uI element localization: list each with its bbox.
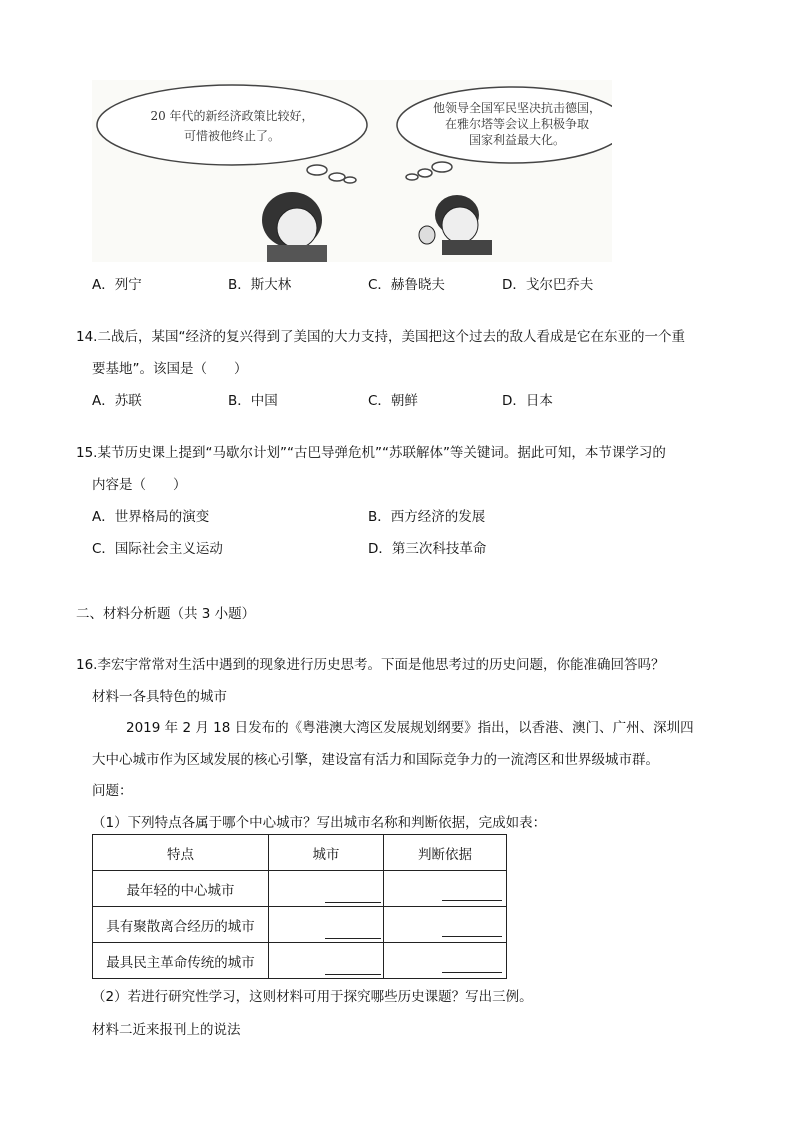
material1-para-line1: 2019 年 2 月 18 日发布的《粤港澳大湾区发展规划纲要》指出，以香港、澳门、广州、深圳四 bbox=[126, 720, 694, 736]
table-row bbox=[93, 943, 507, 979]
question-label: 问题： bbox=[92, 783, 133, 799]
feature-cell: 最年轻的中心城市 bbox=[93, 871, 269, 907]
q13-option-d: D．戈尔巴乔夫 bbox=[502, 277, 594, 293]
table-header: 特点 bbox=[93, 835, 269, 871]
bubble-right-line2: 在雅尔塔等会议上积极争取 bbox=[444, 117, 590, 131]
q15-stem-line1: 15.某节历史课上提到“马歇尔计划”“古巴导弹危机”“苏联解体”等关键词。据此可知，本节课学习的 bbox=[76, 445, 666, 461]
q16-stem: 16.李宏宇常常对生活中遇到的现象进行历史思考。下面是他思考过的历史问题，你能准确回答吗？ bbox=[76, 657, 665, 673]
table-header: 判断依据 bbox=[384, 835, 507, 871]
q15-option-d: D．第三次科技革命 bbox=[368, 541, 487, 557]
table-header: 城市 bbox=[269, 835, 384, 871]
sub-question-1: （1）下列特点各属于哪个中心城市？写出城市名称和判断依据，完成如表： bbox=[92, 815, 547, 831]
feature-cell: 具有聚散离合经历的城市 bbox=[93, 907, 269, 943]
table-row bbox=[93, 907, 507, 943]
basis-blank[interactable] bbox=[384, 907, 507, 943]
sub-question-2: （2）若进行研究性学习，这则材料可用于探究哪些历史课题？写出三例。 bbox=[92, 989, 533, 1005]
basis-blank[interactable] bbox=[384, 871, 507, 907]
table-row bbox=[93, 871, 507, 907]
q15-option-b: B．西方经济的发展 bbox=[368, 509, 486, 525]
q13-option-b: B．斯大林 bbox=[228, 277, 292, 293]
bubble-left-line2: 可惜被他终止了。 bbox=[183, 129, 281, 143]
cartoon-illustration bbox=[92, 80, 612, 262]
q14-option-c: C．朝鲜 bbox=[368, 393, 418, 409]
city-blank[interactable] bbox=[269, 907, 384, 943]
q14-option-a: A．苏联 bbox=[92, 393, 142, 409]
answer-table bbox=[92, 834, 507, 979]
material1-title: 材料一各具特色的城市 bbox=[92, 689, 227, 705]
q15-stem-line2: 内容是（ ） bbox=[92, 477, 187, 493]
table-header-row bbox=[93, 835, 507, 871]
bubble-right-line1: 他领导全国军民坚决抗击德国， bbox=[432, 101, 602, 115]
q15-option-c: C．国际社会主义运动 bbox=[92, 541, 223, 557]
bubble-left-line1: 20 年代的新经济政策比较好， bbox=[150, 109, 314, 123]
bubble-right-line3: 国家利益最大化。 bbox=[468, 133, 566, 147]
q14-option-b: B．中国 bbox=[228, 393, 278, 409]
basis-blank[interactable] bbox=[384, 943, 507, 979]
q15-option-a: A．世界格局的演变 bbox=[92, 509, 210, 525]
q14-option-d: D．日本 bbox=[502, 393, 553, 409]
section-heading: 二、材料分析题（共 3 小题） bbox=[76, 606, 256, 622]
material1-para-line2: 大中心城市作为区域发展的核心引擎，建设富有活力和国际竞争力的一流湾区和世界级城市群。 bbox=[92, 752, 659, 768]
material2-title: 材料二近来报刊上的说法 bbox=[92, 1022, 241, 1038]
q14-stem-line2: 要基地”。该国是（ ） bbox=[92, 361, 248, 377]
city-blank[interactable] bbox=[269, 871, 384, 907]
q14-stem-line1: 14.二战后，某国“经济的复兴得到了美国的大力支持，美国把这个过去的敌人看成是它在东亚的一个重 bbox=[76, 329, 685, 345]
city-blank[interactable] bbox=[269, 943, 384, 979]
q13-option-c: C．赫鲁晓夫 bbox=[368, 277, 445, 293]
q13-option-a: A．列宁 bbox=[92, 277, 142, 293]
feature-cell: 最具民主革命传统的城市 bbox=[93, 943, 269, 979]
